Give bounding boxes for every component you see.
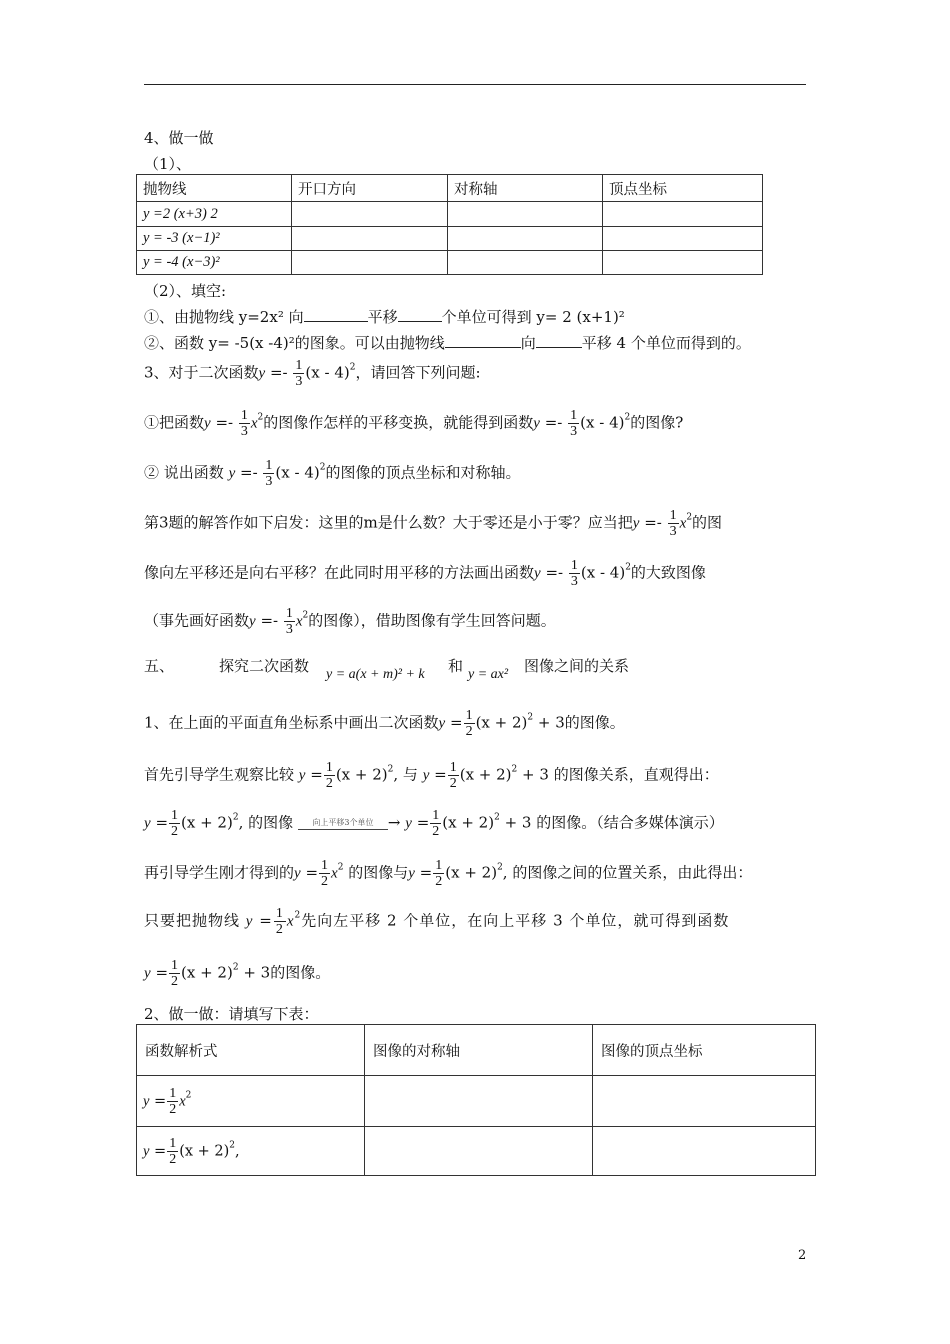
table1-header: 开口方向 — [292, 175, 448, 202]
hint-line3: （事先画好函数y =- $\frac{1}{3}$ $x^2$的图像），借助图像有学生回答问题。 — [144, 606, 556, 637]
section-5-formula2: y = ax² — [468, 667, 509, 682]
para-5: 只要把抛物线 y = $\frac{1}{2}$ $x^2$先向左平移 2 个单位，在向上平移 3 个单位，就可得到函数 — [144, 906, 730, 937]
section-4-sub1: （1）、 — [144, 155, 192, 173]
hint-line2: 像向左平移还是向右平移？在此同时用平移的方法画出函数y =- $\frac{1}{3}$ (x - 4)$^2$的大致图像 — [144, 558, 706, 589]
para-2: 首先引导学生观察比较 y = $\frac{1}{2}$ $(x + 2)^2$, 与 y = $\frac{1}{2}$ $(x + 2)^2 + 3$ 的图像关系，直观得出： — [144, 760, 719, 791]
arrow-icon: 向上平移3个单位 — [298, 817, 388, 830]
section-5-b: 图像之间的关系 — [524, 657, 630, 675]
table2-header: 图像的顶点坐标 — [593, 1025, 816, 1076]
hint-line1: 第3题的解答作如下启发：这里的m是什么数？大于零还是小于零？应当把y =- $\frac{1}{3}$ $x^2$的图 — [144, 508, 723, 539]
do-2-title: 2、做一做：请填写下表： — [144, 1005, 319, 1023]
para-1: 1、在上面的平面直角坐标系中画出二次函数y = $\frac{1}{2}$ $(x + 2)^2 + 3$的图像。 — [144, 708, 625, 739]
para-4: 再引导学生刚才得到的y = $\frac{1}{2}$ $x^2$ 的图像与y = $\frac{1}{2}$ $(x + 2)^2$, 的图像之间的位置关系，由此得出： — [144, 858, 753, 889]
q3-line2: ①把函数y =- $\frac{1}{3}$ $x^2$的图像作怎样的平移变换，就能得到函数y =- $\frac{1}{3}$ (x - 4)$^2$的图像? — [144, 408, 684, 439]
section-5-formula1: y = a(x + m)² + k — [326, 667, 425, 682]
section-5-a: 探究二次函数 — [219, 657, 310, 675]
fill-line-1: ①、由抛物线 y=2x² 向 平移 个单位可得到 y= 2 (x+1)² — [144, 308, 625, 326]
section-4-title: 4、做一做 — [144, 129, 214, 147]
table2-header: 函数解析式 — [137, 1025, 365, 1076]
table1-header: 对称轴 — [448, 175, 603, 202]
table2-cell: y = $\frac{1}{2}$ $x^2$ — [137, 1076, 365, 1127]
fill-line-2: ②、函数 y= -5(x -4)²的图象。可以由抛物线 向 平移 4 个单位而得到的。 — [144, 334, 751, 352]
page-number: 2 — [798, 1248, 807, 1263]
table1-cell: y =2 (x+3) 2 — [137, 202, 292, 227]
section-5-and: 和 — [448, 657, 464, 675]
para-3: y = $\frac{1}{2}$ $(x + 2)^2$, 的图像 向上平移3个单位 → y = $\frac{1}{2}$ $(x + 2)^2 + 3$ 的图像。（结合多媒体演示） — [144, 808, 724, 839]
table1-cell: y = -3 (x−1)² — [137, 227, 292, 251]
q3-line1: 3、对于二次函数y =- $\frac{1}{3}$ (x - 4)$^2$，请回答下列问题: — [144, 358, 481, 389]
table1-header: 抛物线 — [137, 175, 292, 202]
section-5-num: 五、 — [144, 657, 175, 675]
sub2-title: （2）、填空: — [144, 282, 227, 300]
table1-header: 顶点坐标 — [603, 175, 763, 202]
para-6: y = $\frac{1}{2}$ $(x + 2)^2 + 3$的图像。 — [144, 958, 331, 989]
table2-cell: y = $\frac{1}{2}$ $(x + 2)^2$, — [137, 1127, 365, 1176]
q3-line3: ② 说出函数 y =- $\frac{1}{3}$ (x - 4)$^2$的图像的顶点坐标和对称轴。 — [144, 458, 521, 489]
table-1 — [136, 174, 763, 275]
table-2 — [136, 1024, 816, 1176]
table2-header: 图像的对称轴 — [365, 1025, 593, 1076]
header-rule — [144, 84, 806, 85]
table1-cell: y = -4 (x−3)² — [137, 251, 292, 275]
